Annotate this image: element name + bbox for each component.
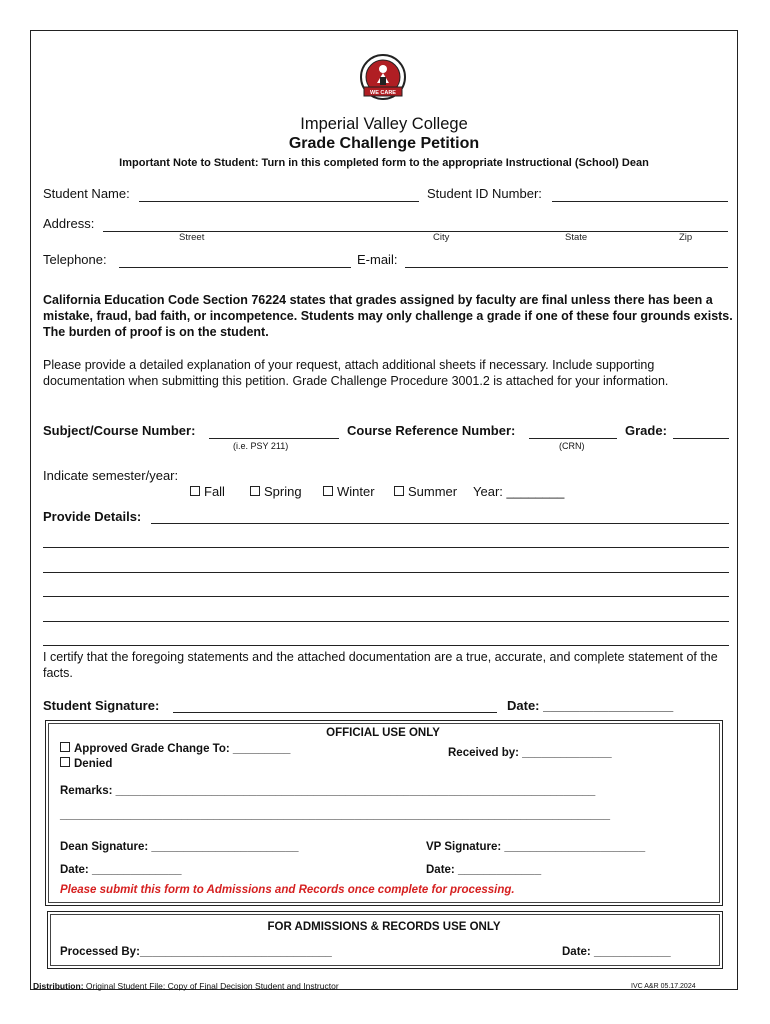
certification-text: I certify that the foregoing statements and the attached documentation are a true, accurate, and complete statement of the facts.	[43, 650, 718, 680]
telephone-field[interactable]	[119, 267, 351, 268]
approved-grade-change[interactable]: Approved Grade Change To: _________	[60, 742, 290, 755]
important-note: Important Note to Student: Turn in this completed form to the appropriate Instructional (School) Dean	[119, 157, 649, 169]
received-by[interactable]: Received by: ______________	[448, 747, 612, 759]
grade-label: Grade:	[625, 423, 667, 438]
dean-date-field[interactable]: Date: ______________	[60, 864, 182, 876]
subject-hint: (i.e. PSY 211)	[233, 441, 289, 451]
grade-field[interactable]	[673, 438, 729, 439]
denied-option[interactable]: Denied	[60, 757, 112, 770]
college-seal-logo	[358, 53, 408, 105]
telephone-label: Telephone:	[43, 252, 107, 267]
admissions-records-box	[47, 911, 723, 969]
college-name: Imperial Valley College	[300, 115, 468, 133]
state-caption: State	[565, 232, 588, 243]
year-field[interactable]: Year: ________	[473, 484, 565, 499]
education-code-statement: California Education Code Section 76224 states that grades assigned by faculty are final unless there has been a mistake, fraud, bad faith, or incompetence. Students may only challenge a grade if one of these four grounds exists. The burden of proof is on the student.	[43, 293, 733, 339]
checkbox-icon[interactable]	[60, 757, 70, 767]
subject-course-field[interactable]	[209, 438, 339, 439]
instructions-text: Please provide a detailed explanation of your request, attach additional sheets if necessary. Include supporting documentation when submitting this petition. Grade Challenge Procedure 3001.2 is attached for your information.	[43, 358, 669, 388]
email-label: E-mail:	[357, 252, 398, 267]
crn-field[interactable]	[529, 438, 617, 439]
student-name-label: Student Name:	[43, 186, 130, 201]
official-use-box	[45, 720, 723, 906]
student-name-field[interactable]	[139, 201, 419, 202]
signature-date[interactable]: Date: __________________	[507, 698, 674, 713]
checkbox-icon[interactable]	[60, 742, 70, 752]
details-line-3[interactable]	[43, 572, 729, 573]
remarks-field-line-2[interactable]: ______________________________________________________________________________________	[60, 809, 611, 821]
crn-hint: (CRN)	[559, 441, 585, 451]
processed-by-field[interactable]: Processed By:______________________________	[60, 946, 332, 958]
distribution-note: Distribution: Original Student File; Copy of Final Decision Student and Instructor	[33, 981, 339, 991]
form-title: Grade Challenge Petition	[288, 135, 480, 152]
form-page	[30, 30, 738, 990]
student-signature-field[interactable]	[173, 712, 497, 713]
semester-spring-option[interactable]: Spring	[250, 484, 302, 499]
semester-summer-option[interactable]: Summer	[394, 484, 457, 499]
admissions-date-field[interactable]: Date: ____________	[562, 946, 671, 958]
details-line-5[interactable]	[43, 621, 729, 622]
details-line-4[interactable]	[43, 596, 729, 597]
svg-text:WE CARE: WE CARE	[370, 90, 396, 96]
semester-winter-option[interactable]: Winter	[323, 484, 375, 499]
form-code: IVC A&R 05.17.2024	[631, 983, 696, 990]
dean-signature-field[interactable]: Dean Signature: _______________________	[60, 841, 299, 853]
checkbox-icon[interactable]	[323, 486, 333, 496]
vp-date-field[interactable]: Date: _____________	[426, 864, 542, 876]
subject-course-label: Subject/Course Number:	[43, 423, 196, 438]
semester-fall-option[interactable]: Fall	[190, 484, 225, 499]
details-line-1[interactable]	[151, 523, 729, 524]
checkbox-icon[interactable]	[250, 486, 260, 496]
checkbox-icon[interactable]	[394, 486, 404, 496]
checkbox-icon[interactable]	[190, 486, 200, 496]
provide-details-label: Provide Details:	[43, 509, 142, 524]
student-id-field[interactable]	[552, 201, 728, 202]
address-label: Address:	[43, 216, 95, 231]
details-line-6[interactable]	[43, 645, 729, 646]
details-line-2[interactable]	[43, 547, 729, 548]
crn-label: Course Reference Number:	[347, 423, 516, 438]
admissions-title: FOR ADMISSIONS & RECORDS USE ONLY	[267, 921, 501, 933]
student-signature-label: Student Signature:	[43, 698, 160, 713]
vp-signature-field[interactable]: VP Signature: ______________________	[426, 841, 646, 853]
official-use-title: OFFICIAL USE ONLY	[326, 727, 440, 739]
email-field[interactable]	[405, 267, 728, 268]
zip-caption: Zip	[679, 232, 693, 243]
remarks-field[interactable]: Remarks: ___________________________________________________________________________	[60, 785, 596, 797]
semester-label: Indicate semester/year:	[43, 468, 179, 483]
street-caption: Street	[179, 232, 205, 243]
city-caption: City	[433, 232, 450, 243]
student-id-label: Student ID Number:	[427, 186, 542, 201]
submission-notice: Please submit this form to Admissions and Records once complete for processing.	[60, 884, 515, 896]
